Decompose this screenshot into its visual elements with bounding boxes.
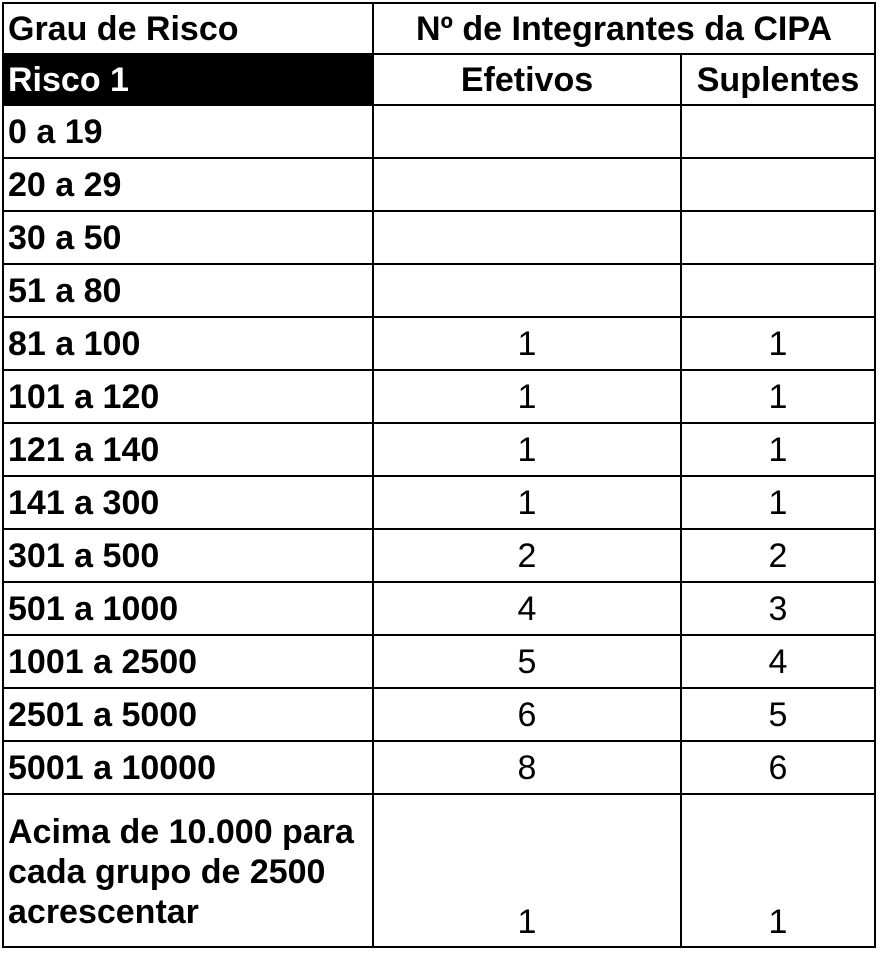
range-cell: Acima de 10.000 para cada grupo de 2500 acrescentar bbox=[3, 794, 373, 947]
table-row bbox=[3, 635, 875, 688]
range-cell: 1001 a 2500 bbox=[3, 635, 373, 688]
efetivos-cell bbox=[373, 158, 681, 211]
suplentes-cell bbox=[681, 158, 875, 211]
header-row-2 bbox=[3, 54, 875, 105]
efetivos-cell: 1 bbox=[373, 370, 681, 423]
efetivos-cell: 5 bbox=[373, 635, 681, 688]
suplentes-cell: 4 bbox=[681, 635, 875, 688]
range-cell: 5001 a 10000 bbox=[3, 741, 373, 794]
suplentes-cell: 1 bbox=[681, 423, 875, 476]
efetivos-cell: 1 bbox=[373, 794, 681, 947]
header-row-1 bbox=[3, 3, 875, 54]
cipa-table bbox=[2, 2, 876, 948]
suplentes-cell: 1 bbox=[681, 370, 875, 423]
risco-1-header: Risco 1 bbox=[3, 54, 373, 105]
table-row bbox=[3, 582, 875, 635]
table-row bbox=[3, 741, 875, 794]
suplentes-cell bbox=[681, 211, 875, 264]
suplentes-cell: 1 bbox=[681, 317, 875, 370]
table-row bbox=[3, 529, 875, 582]
range-cell: 141 a 300 bbox=[3, 476, 373, 529]
range-cell: 51 a 80 bbox=[3, 264, 373, 317]
suplentes-header: Suplentes bbox=[681, 54, 875, 105]
suplentes-cell: 5 bbox=[681, 688, 875, 741]
table-row bbox=[3, 158, 875, 211]
efetivos-cell: 8 bbox=[373, 741, 681, 794]
range-cell: 20 a 29 bbox=[3, 158, 373, 211]
table-row bbox=[3, 688, 875, 741]
efetivos-cell: 1 bbox=[373, 476, 681, 529]
efetivos-cell: 2 bbox=[373, 529, 681, 582]
table-row-above-10000 bbox=[3, 794, 875, 947]
table-row bbox=[3, 105, 875, 158]
suplentes-cell: 2 bbox=[681, 529, 875, 582]
table-row bbox=[3, 317, 875, 370]
efetivos-header: Efetivos bbox=[373, 54, 681, 105]
table-row bbox=[3, 476, 875, 529]
efetivos-cell: 1 bbox=[373, 317, 681, 370]
suplentes-cell: 3 bbox=[681, 582, 875, 635]
efetivos-cell bbox=[373, 105, 681, 158]
cipa-members-header: Nº de Integrantes da CIPA bbox=[373, 3, 875, 54]
range-cell: 30 a 50 bbox=[3, 211, 373, 264]
range-cell: 0 a 19 bbox=[3, 105, 373, 158]
range-cell: 501 a 1000 bbox=[3, 582, 373, 635]
efetivos-cell: 4 bbox=[373, 582, 681, 635]
table-row bbox=[3, 211, 875, 264]
suplentes-cell: 6 bbox=[681, 741, 875, 794]
range-cell: 2501 a 5000 bbox=[3, 688, 373, 741]
suplentes-cell: 1 bbox=[681, 794, 875, 947]
table-row bbox=[3, 264, 875, 317]
efetivos-cell: 1 bbox=[373, 423, 681, 476]
suplentes-cell: 1 bbox=[681, 476, 875, 529]
range-cell: 81 a 100 bbox=[3, 317, 373, 370]
grau-de-risco-header: Grau de Risco bbox=[3, 3, 373, 54]
range-cell: 101 a 120 bbox=[3, 370, 373, 423]
table-row bbox=[3, 370, 875, 423]
suplentes-cell bbox=[681, 264, 875, 317]
suplentes-cell bbox=[681, 105, 875, 158]
range-cell: 301 a 500 bbox=[3, 529, 373, 582]
efetivos-cell: 6 bbox=[373, 688, 681, 741]
efetivos-cell bbox=[373, 211, 681, 264]
efetivos-cell bbox=[373, 264, 681, 317]
range-cell: 121 a 140 bbox=[3, 423, 373, 476]
table-row bbox=[3, 423, 875, 476]
